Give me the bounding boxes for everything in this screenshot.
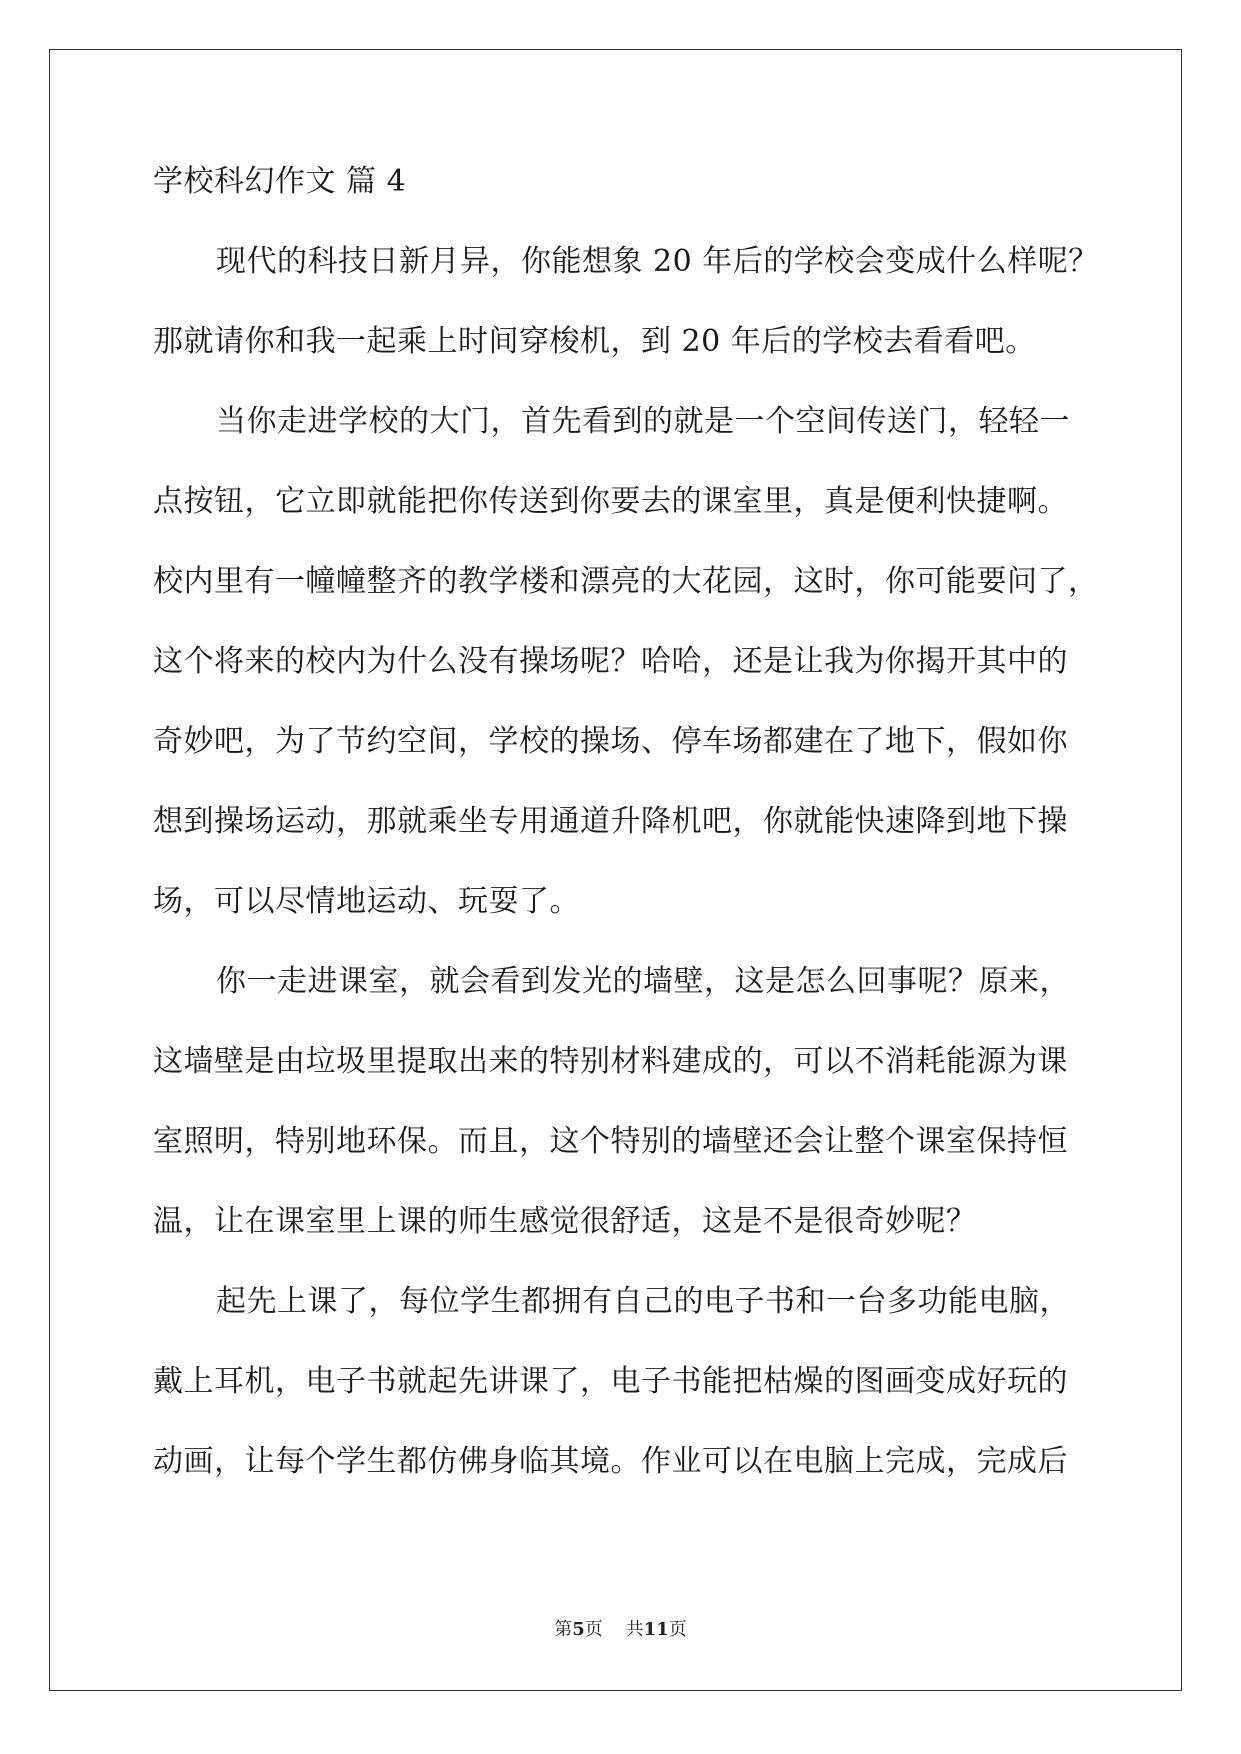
text-line: 场，可以尽情地运动、玩耍了。 [153, 884, 580, 919]
text-line: 戴上耳机，电子书就起先讲课了，电子书能把枯燥的图画变成好玩的 [153, 1364, 1068, 1399]
text-line: 想到操场运动，那就乘坐专用通道升降机吧，你就能快速降到地下操 [153, 804, 1068, 839]
page-footer [0, 1618, 1241, 1642]
page-number: 5 [572, 1619, 585, 1640]
text-line: 校内里有一幢幢整齐的教学楼和漂亮的大花园，这时，你可能要问了， [153, 564, 1099, 599]
total-pages: 11 [643, 1619, 669, 1640]
essay-text [153, 242, 1099, 1482]
page-suffix: 页 [584, 1619, 603, 1640]
text-line: 动画，让每个学生都仿佛身临其境。作业可以在电脑上完成，完成后 [153, 1444, 1068, 1479]
text-line: 你一走进课室，就会看到发光的墙壁，这是怎么回事呢？原来， [216, 964, 1070, 999]
total-suffix: 页 [668, 1619, 687, 1640]
total-prefix: 共 [625, 1619, 644, 1640]
text-line: 奇妙吧，为了节约空间，学校的操场、停车场都建在了地下，假如你 [153, 724, 1068, 759]
text-line: 起先上课了，每位学生都拥有自己的电子书和一台多功能电脑， [216, 1284, 1070, 1319]
text-line: 温，让在课室里上课的师生感觉很舒适，这是不是很奇妙呢？ [153, 1204, 977, 1239]
document-body [153, 162, 1099, 1522]
text-line: 现代的科技日新月异，你能想象 20 年后的学校会变成什么样呢？ [216, 244, 1099, 279]
text-line: 当你走进学校的大门，首先看到的就是一个空间传送门，轻轻一 [216, 404, 1070, 439]
text-line: 点按钮，它立即就能把你传送到你要去的课室里，真是便利快捷啊。 [153, 484, 1068, 519]
text-line: 那就请你和我一起乘上时间穿梭机，到 20 年后的学校去看看吧。 [153, 324, 1036, 359]
text-line: 这墙壁是由垃圾里提取出来的特别材料建成的，可以不消耗能源为课 [153, 1044, 1068, 1079]
essay-title: 学校科幻作文 篇 4 [153, 164, 407, 199]
text-line: 这个将来的校内为什么没有操场呢？哈哈，还是让我为你揭开其中的 [153, 644, 1068, 679]
page-prefix: 第 [554, 1619, 573, 1640]
text-line: 室照明，特别地环保。而且，这个特别的墙壁还会让整个课室保持恒 [153, 1124, 1068, 1159]
